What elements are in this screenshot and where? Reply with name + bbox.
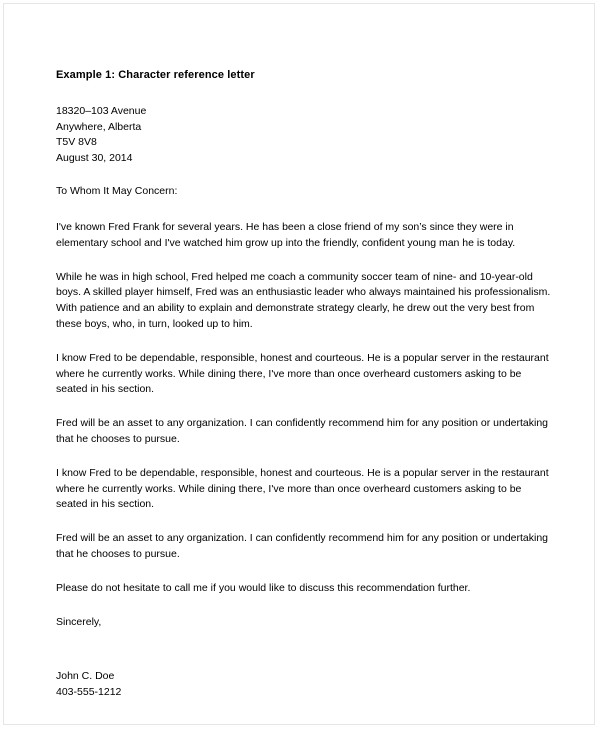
page-title: Example 1: Character reference letter xyxy=(56,69,255,81)
letter-paragraph-3: I know Fred to be dependable, responsible, honest and courteous. He is a popular server in the restaurant where he currently works. While dining there, I've more than once overheard customers asking to be seated in his section. xyxy=(56,351,549,396)
signer-name: John C. Doe xyxy=(56,670,115,683)
letter-paragraph-6: Fred will be an asset to any organization. I can confidently recommend him for any position or undertaking that he chooses to pursue. xyxy=(56,532,549,560)
letter-paragraph-4: Fred will be an asset to any organization. I can confidently recommend him for any position or undertaking that he chooses to pursue. xyxy=(56,417,549,445)
address-line-date: August 30, 2014 xyxy=(56,151,133,164)
signature-block xyxy=(56,669,553,700)
letter-body xyxy=(56,68,553,700)
letter-paragraph-1: I've known Fred Frank for several years. He has been a close friend of my son’s since they were in elementary school and I've watched him grow up into the friendly, confident young man he is today. xyxy=(56,220,516,249)
address-line-city: Anywhere, Alberta xyxy=(56,120,142,133)
signer-phone: 403-555-1212 xyxy=(56,685,122,698)
closing-salutation: Sincerely, xyxy=(56,615,102,628)
letter-paragraph-5: I know Fred to be dependable, responsible, honest and courteous. He is a popular server in the restaurant where he currently works. While dining there, I've more than once overheard customers asking to be seated in his section. xyxy=(56,466,549,511)
document-page xyxy=(3,3,595,725)
letter-paragraph-2: While he was in high school, Fred helped me coach a community soccer team of nine- and 10-year-old boys. A skilled player himself, Fred was an enthusiastic leader who always maintained his professionalism. With patience and an ability to explain and demonstrate strategy clearly, he drew out the very best from these boys, who, in turn, looked up to him. xyxy=(56,270,551,330)
address-line-postal: T5V 8V8 xyxy=(56,136,97,149)
signature-space xyxy=(56,630,553,669)
letter-paragraph-7: Please do not hesitate to call me if you would like to discuss this recommendation further. xyxy=(56,581,471,594)
address-line-street: 18320–103 Avenue xyxy=(56,105,147,117)
salutation: To Whom It May Concern: xyxy=(56,185,178,198)
sender-address-block xyxy=(56,104,553,166)
